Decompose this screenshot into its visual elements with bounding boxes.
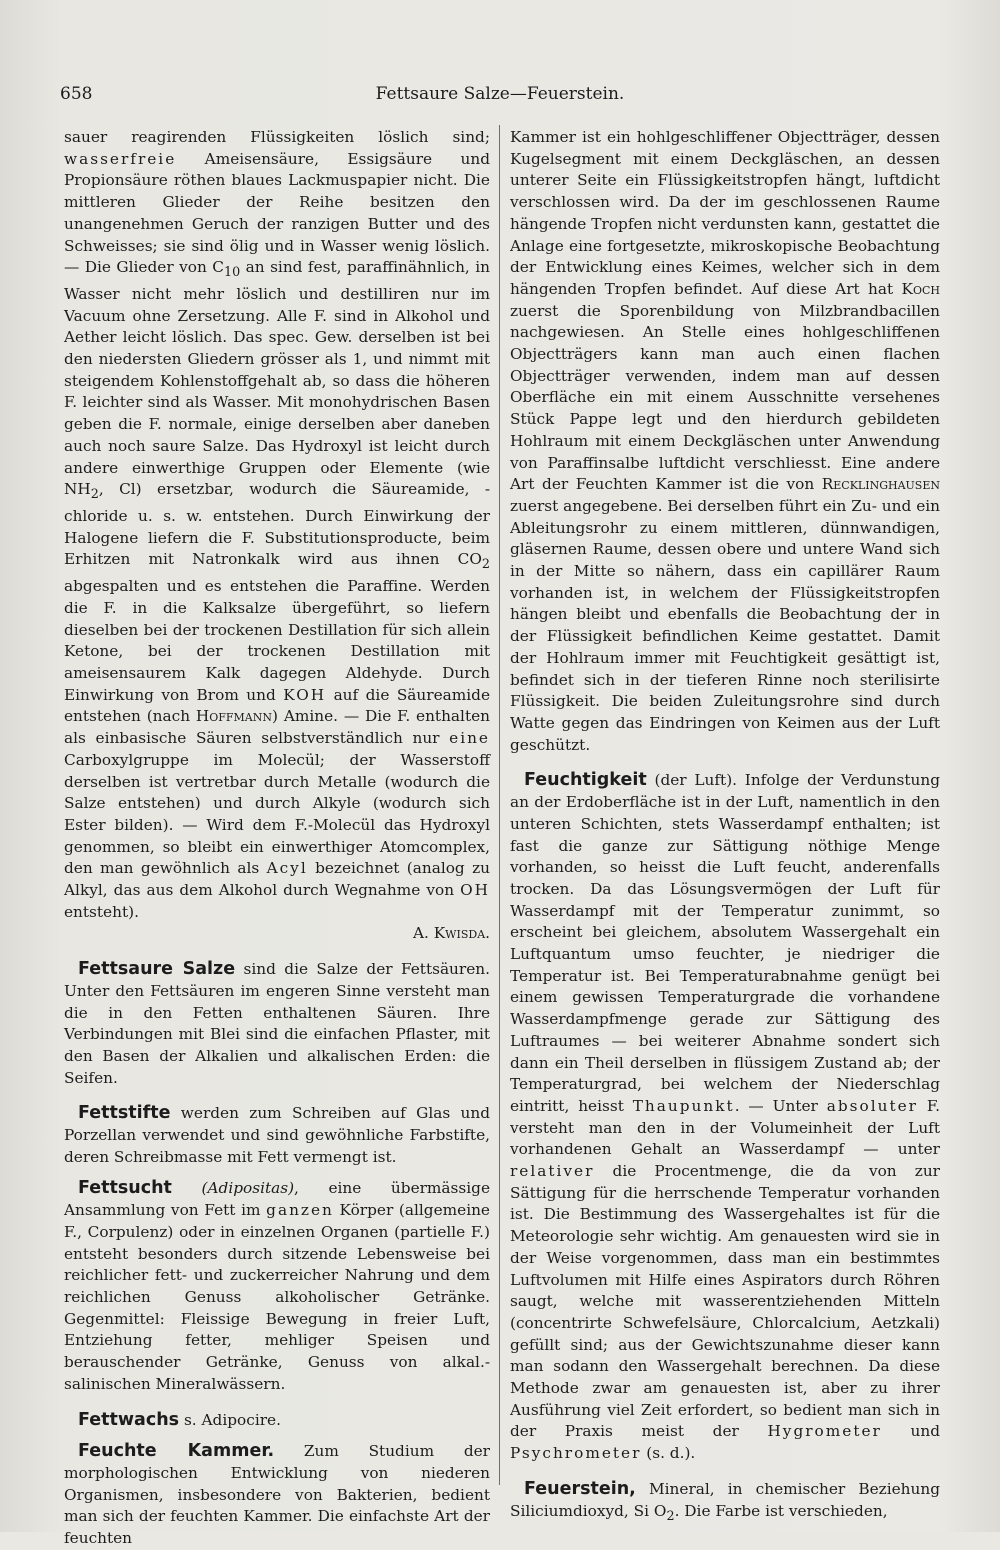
entry-text: s. Adipocire.: [179, 1410, 281, 1429]
text-run: Carboxylgruppe im Molecül; der Wasserstoff derselben ist vertretbar durch Metalle (wodurch die Salze entstehen) und durch Alkyle (wodurch sich Ester bilden). — Wird dem F.-Molecül das Hydroxyl genommen, so bleibt ein einwerthiger Atomcomplex, den man gewöhnlich als: [64, 750, 490, 878]
entry-text: Zum Studium der morphologischen Entwicklung von niederen Organismen, insbesondere von Bakterien, bedient man sich der feuchten Kammer. Die einfachste Art der feuchten: [64, 1442, 490, 1548]
cited-author: Koch: [901, 279, 940, 298]
text-run: sauer reagirenden Flüssigkeiten löslich sind;: [64, 128, 490, 146]
page-number: 658: [60, 84, 93, 104]
entry-fettsaure-salze: [64, 959, 490, 1089]
entry-text: werden zum Schreiben auf Glas und Porzellan verwendet und sind gewöhnliche Farbstifte, deren Schreibmasse mit Fett vermengt ist.: [64, 1104, 490, 1166]
subscript: 10: [223, 265, 241, 281]
spaced-term: Psychrometer: [510, 1444, 642, 1463]
cited-author: Hoffmann: [195, 707, 273, 726]
subscript: 2: [481, 557, 490, 573]
formula-oh: OH: [460, 881, 490, 900]
entry-headword: Fettwachs: [78, 1409, 180, 1430]
article-author: A. Kwisda.: [412, 924, 490, 943]
entry-text: , eine übermässige Ansammlung von Fett im: [64, 1179, 490, 1220]
text-run: Ameisensäure, Essigsäure und Propionsäure röthen blaues Lackmuspapier nicht. Die mittleren Glieder der Reihe besitzen den unangenehmen Geruch der ranzigen Butter und des Schweisses; sie sind ölig und in Wasser wenig löslich. — Die Glieder von C: [64, 149, 490, 277]
spaced-term: wasserfreie: [64, 149, 177, 168]
entry-headword: Feuchte Kammer.: [78, 1441, 275, 1462]
entry-text: (s. d.).: [641, 1444, 696, 1463]
subscript: 2: [666, 1508, 675, 1524]
entry-headword: Fettsaure Salze: [78, 959, 236, 980]
entry-text: die Procentmenge, die da von zur Sättigung für die herrschende Temperatur vorhanden ist. Die Bestimmung des Wassergehaltes ist für die Meteorologie sehr wichtig. Am genauesten wird sie in der Weise vorgenommen, dass man ein bestimmtes Luftvolumen mit Hilfe eines Aspirators durch Röhren saugt, welche mit wasserentziehenden Mitteln (concentrirte Schwefelsäure, Chlorcalcium, Aetzkali) gefüllt sind; aus der Gewichtszunahme dieser kann man sodann den Wassergehalt berechnen. Da diese Methode zwar am genauesten ist, aber zu ihrer Ausführung viel Zeit erfordert, so bedient man sich in der Praxis meist der: [510, 1162, 940, 1441]
entry-text: Körper (allgemeine F., Corpulenz) oder in einzelnen Organen (partielle F.) entsteht besonders durch sitzende Lebensweise bei reichlicher fett- und zuckerreicher Nahrung und dem reichlichen Genuss alkoholischer Getränke. Gegenmittel: Fleissige Bewegung in freier Luft, Entziehung fetter, mehliger Speisen und berauschender Getränke, Genuss von alkal.-salinischen Mineralwässern.: [64, 1201, 490, 1393]
entry-text: und: [881, 1422, 940, 1441]
text-run: auf die Säureamide entstehen (nach: [64, 685, 490, 726]
spaced-term: eine: [449, 729, 490, 748]
text-run: bezeichnet (analog zu Alkyl, das aus dem Alkohol durch Wegnahme von: [64, 859, 490, 900]
spaced-term: Acyl: [266, 859, 308, 878]
text-run: entsteht).: [64, 902, 139, 921]
entry-text: . — Unter: [734, 1096, 827, 1115]
entry-fettwachs: [64, 1410, 490, 1432]
feuchte-kammer-continuation: [510, 127, 940, 756]
italic-term: (Adipositas): [201, 1179, 295, 1198]
entry-headword: Fettsucht: [78, 1178, 172, 1199]
left-column: [64, 127, 490, 1550]
entry-text: . Die Farbe ist verschieden,: [674, 1501, 888, 1520]
text-run: Kammer ist ein hohlgeschliffener Objectträger, dessen Kugelsegment mit einem Deckgläschen, an dessen unterer Seite ein Flüssigkeitstropfen hängt, luftdicht verschlossen wird. Da der im geschlossenen Raume hängende Tropfen nicht verdunsten kann, gestattet die Anlage eine fortgesetzte, mikroskopische Beobachtung der Entwicklung eines Keimes, welcher sich in dem hängenden Tropfen befindet. Auf diese Art hat: [510, 128, 940, 298]
subscript: 2: [90, 487, 99, 503]
spaced-term: Hygrometer: [767, 1422, 882, 1441]
text-run: an sind fest, paraffinähnlich, in Wasser nicht mehr löslich und destilliren nur im Vacuum ohne Zersetzung. Alle F. sind in Alkohol und Aether leicht löslich. Das spec. Gew. derselben ist bei den niedersten Gliedern grösser als 1, und nimmt mit steigendem Kohlenstoffgehalt ab, so dass die höheren F. leichter sind als Wasser. Mit monohydrischen Basen geben die F. normale, einige derselben aber daneben auch noch saure Salze. Das Hydroxyl ist leicht durch andere einwerthige Gruppen oder Elemente (wie NH: [64, 258, 490, 499]
entry-fettstifte: [64, 1103, 490, 1168]
entry-text: Mineral, in chemischer Beziehung Siliciumdioxyd, Si O: [510, 1479, 940, 1520]
entry-headword: Feuchtigkeit: [524, 770, 647, 791]
entry-text: F. versteht man den in der Volumeinheit der Luft vorhandenen Gehalt an Wasserdampf — unter: [510, 1096, 940, 1159]
spaced-term: ganzen: [266, 1201, 334, 1220]
entry-feuerstein: [510, 1479, 940, 1527]
cited-author: Recklinghausen: [821, 475, 940, 494]
spaced-term: relativer: [510, 1162, 595, 1181]
spaced-term: absoluter: [826, 1096, 918, 1115]
entry-feuchtigkeit: [510, 770, 940, 1465]
spaced-term: Thaupunkt: [632, 1096, 735, 1115]
entry-text: sind die Salze der Fettsäuren. Unter den Fettsäuren im engeren Sinne versteht man die in den Fetten enthaltenen Säuren. Ihre Verbindungen mit Blei sind die einfachen Pflaster, mit den Basen der Alkalien und alkalischen Erden: die Seifen.: [64, 960, 490, 1087]
text-run: zuerst die Sporenbildung von Milzbrandbacillen nachgewiesen. An Stelle eines hohlgeschliffenen Objectträgers kann man auch einen flachen Objectträger verwenden, indem man auf dessen Oberfläche ein mit einem Ausschnitte versehenes Stück Pappe legt und den hierdurch gebildeten Hohlraum mit einem Deckgläschen unter Anwendung von Paraffinsalbe luftdicht verschliesst. Eine andere Art der Feuchten Kammer ist die von: [510, 301, 940, 494]
entry-headword: Feuerstein,: [524, 1478, 636, 1499]
fettsaeuren-continuation: [64, 127, 490, 923]
entry-text: (der Luft). Infolge der Verdunstung an der Erdoberfläche ist in der Luft, namentlich in den unteren Schichten, stets Wasserdampf enthalten; ist fast die ganze zur Sättigung nöthige Menge vorhanden, so heisst die Luft feucht, anderenfalls trocken. Da das Lösungsvermögen der Luft für Wasserdampf mit der Temperatur zunimmt, so erscheint bei gleichem, absolutem Wassergehalt ein Luftquantum umso feuchter, je niedriger die Temperatur ist. Bei Temperaturabnahme genügt bei einem gewissen Temperaturgrade die vorhandene Wasserdampfmenge gerade zur Sättigung des Luftraumes — bei weiterer Abnahme sondert sich dann ein Theil derselben in flüssigem Zustand ab; der Temperaturgrad, bei welchem der Niederschlag eintritt, heisst: [510, 771, 940, 1115]
text-run: zuerst angegebene. Bei derselben führt ein Zu- und ein Ableitungsrohr zu einem mittleren, dünnwandigen, gläsernen Raume, dessen obere und untere Wand sich in der Mitte so nähern, dass ein capillärer Raum vorhanden ist, in welchem der Flüssigkeitstropfen hängen bleibt und ebenfalls die Beobachtung der in der Flüssigkeit befindlichen Keime gestattet. Damit der Hohlraum immer mit Feuchtigkeit gesättigt ist, befindet sich in der tieferen Rinne noch sterilisirte Flüssigkeit. Die beiden Zuleitungsrohre sind durch Watte gegen das Eindringen von Keimen aus der Luft geschützt.: [510, 496, 940, 754]
formula-koh: KOH: [283, 685, 327, 704]
entry-fettsucht: [64, 1178, 490, 1395]
page-header: [60, 84, 940, 112]
right-column: [510, 127, 940, 1527]
column-rule: [499, 125, 500, 1485]
entry-feuchte-kammer: [64, 1441, 490, 1550]
running-title: Fettsaure Salze—Feuerstein.: [375, 84, 625, 104]
text-run: , Cl) ersetzbar, wodurch die Säureamide, -chloride u. s. w. entstehen. Durch Einwirkung der Halogene liefern die F. Substitutionsproducte, beim Erhitzen mit Natronkalk wird aus ihnen CO: [64, 480, 490, 569]
text-run: abgespalten und es entstehen die Paraffine. Werden die F. in die Kalksalze übergeführt, so liefern dieselben bei der trockenen Destillation für sich allein Ketone, bei der trockenen Destillation mit ameisensaurem Kalk dagegen Aldehyde. Durch Einwirkung von Brom und: [64, 577, 490, 704]
text-run: ) Amine. — Die F. enthalten als einbasische Säuren selbstverständlich nur: [64, 707, 490, 748]
entry-headword: Fettstifte: [78, 1103, 171, 1124]
